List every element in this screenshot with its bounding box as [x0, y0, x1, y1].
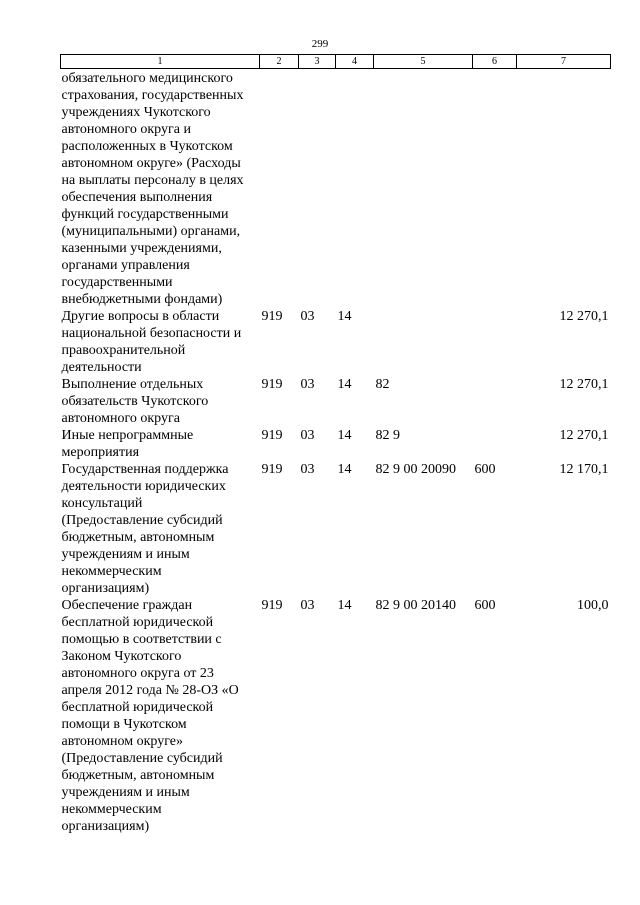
expense-type-code — [473, 69, 517, 309]
table-row — [61, 308, 611, 376]
expense-type-code — [473, 376, 517, 427]
budget-table — [60, 54, 611, 835]
column-header: 6 — [473, 55, 517, 69]
column-number-header-row — [61, 55, 611, 69]
column-header: 7 — [517, 55, 611, 69]
column-header: 5 — [374, 55, 473, 69]
target-article-code: 82 9 00 20090 — [375, 462, 456, 477]
target-article-code — [374, 308, 473, 376]
subsection-code: 14 — [337, 377, 352, 392]
ministry-code: 919 — [261, 377, 283, 392]
ministry-code — [260, 69, 299, 309]
expense-type-code: 600 — [474, 462, 496, 477]
amount — [517, 69, 611, 309]
column-header: 2 — [260, 55, 299, 69]
row-name: Другие вопросы в области национальной безопасности и правоохранительной деятельности — [61, 309, 242, 375]
amount: 12 170,1 — [559, 462, 609, 477]
ministry-code: 919 — [261, 309, 283, 324]
row-name: Выполнение отдельных обязательств Чукотского автономного округа — [61, 377, 209, 426]
table-row — [61, 427, 611, 461]
column-header: 1 — [61, 55, 260, 69]
subsection-code — [336, 69, 374, 309]
row-name: Обеспечение граждан бесплатной юридической помощью в соответствии с Законом Чукотского автономного округа от 23 апреля 2012 года № 28-ОЗ «О бесплатной юридической помощи в Чукотском автономном округе» (Предоставление субсидий бюджетным, автономным учреждениям и иным некоммерческим организациям) — [61, 598, 239, 834]
target-article-code: 82 9 00 20140 — [375, 598, 456, 613]
expense-type-code: 600 — [474, 598, 496, 613]
amount: 100,0 — [577, 598, 609, 613]
row-name: Государственная поддержка деятельности юридических консультаций (Предоставление субсидий бюджетным, автономным учреждениям и иным некоммерческим организациям) — [61, 462, 229, 596]
ministry-code: 919 — [261, 598, 283, 613]
column-header: 4 — [336, 55, 374, 69]
page-number: 299 — [311, 38, 329, 50]
section-code: 03 — [300, 462, 315, 477]
section-code — [299, 69, 336, 309]
subsection-code: 14 — [337, 428, 352, 443]
target-article-code: 82 9 — [375, 428, 400, 443]
table-row — [61, 597, 611, 835]
table-row — [61, 376, 611, 427]
expense-type-code — [473, 308, 517, 376]
expense-type-code — [473, 427, 517, 461]
column-header: 3 — [299, 55, 336, 69]
section-code: 03 — [300, 598, 315, 613]
section-code: 03 — [300, 428, 315, 443]
subsection-code: 14 — [337, 462, 352, 477]
row-name: обязательного медицинского страхования, государственных учреждениях Чукотского автономного округа и расположенных в Чукотском автономном округе» (Расходы на выплаты персоналу в целях обеспечения выполнения функций государственными (муниципальными) органами, казенными учреждениями, органами управления государственными внебюджетными фондами) — [61, 71, 244, 307]
section-code: 03 — [300, 377, 315, 392]
ministry-code: 919 — [261, 462, 283, 477]
table-row — [61, 69, 611, 309]
target-article-code: 82 — [375, 377, 390, 392]
section-code: 03 — [300, 309, 315, 324]
subsection-code: 14 — [337, 309, 352, 324]
row-name: Иные непрограммные мероприятия — [61, 428, 194, 460]
amount: 12 270,1 — [559, 309, 609, 324]
table-row — [61, 461, 611, 597]
target-article-code — [374, 69, 473, 309]
amount: 12 270,1 — [559, 428, 609, 443]
amount: 12 270,1 — [559, 377, 609, 392]
subsection-code: 14 — [337, 598, 352, 613]
ministry-code: 919 — [261, 428, 283, 443]
